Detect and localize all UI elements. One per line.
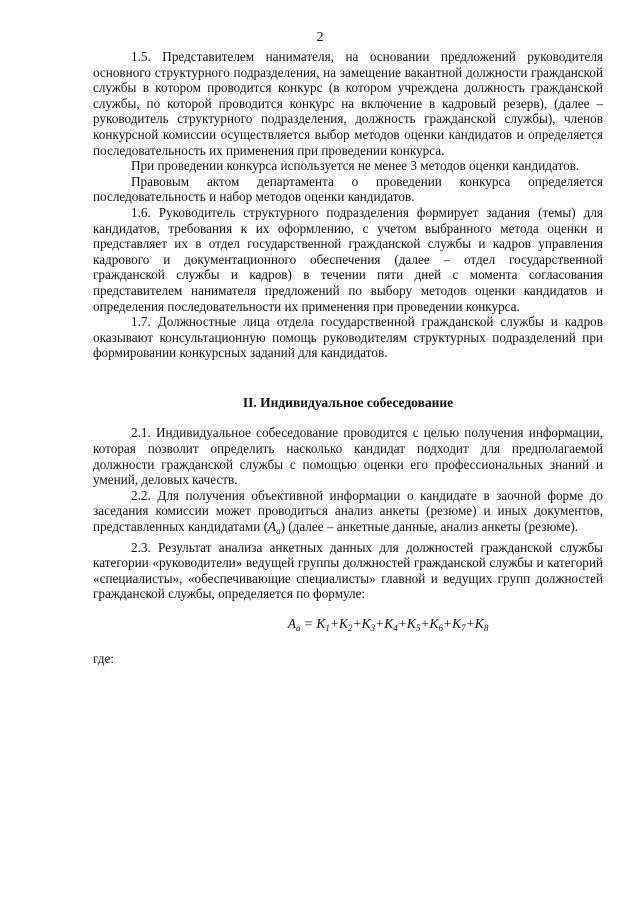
- variable-a: [268, 519, 281, 537]
- section-heading-interview: II. Индивидуальное собеседование: [242, 394, 454, 410]
- paragraph-1-5: 1.5. Представителем нанимателя, на основании предложений руководителя основного структурного подразделения, на замещение вакантной должности гражданской службы в котором проводится конкурс (в котором учреждена должность гражданской службы, по которой проводится конкурс на включение в кадровый резерв), (далее – руководитель структурного подразделения, должность гражданской службы), членов конкурсной комиссии осуществляется выбор методов оценки кандидатов и определяется последовательность их применения при проведении конкурса.: [93, 49, 603, 158]
- formula-term-subscript: 5: [415, 623, 421, 633]
- paragraph-2-2-end: ) (далее – анкетные данные, анализ анкеты (резюме).: [280, 519, 579, 535]
- formula-plus: +: [352, 616, 362, 631]
- formula-plus: +: [465, 616, 475, 631]
- formula-expression: [288, 616, 489, 637]
- formula-plus: +: [375, 616, 385, 631]
- formula-term-subscript: 1: [325, 623, 330, 633]
- formula-term-subscript: 6: [438, 623, 444, 633]
- formula-plus: +: [329, 616, 339, 631]
- page-number: 2: [316, 30, 324, 45]
- formula-term-k: K: [452, 616, 462, 631]
- paragraph-2-2-start: 2.2. Для получения объективной информации о кандидате в заочной форме до заседания комиссии может проводиться анализ анкеты (резюме) и иных документов, представленных кандидатами (: [93, 487, 603, 535]
- document-body: [93, 49, 603, 666]
- formula: [93, 616, 603, 637]
- paragraph-2-3: 2.3. Результат анализа анкетных данных для должностей гражданской службы категории «руководители» ведущей группы должностей гражданской службы и категорий «специалисты», «обеспечивающие специалисты» главной и ведущих групп должностей гражданской службы, определяется по формуле:: [93, 539, 603, 602]
- paragraph-1-6: 1.6. Руководитель структурного подразделения формирует задания (темы) для кандидатов, требования к их оформлению, с учетом выбранного метода оценки и представляет их в отдел государственной гражданской службы и кадров управления кадрового и документационного обеспечения (далее – отдел государственной гражданской службы и кадров) в течении пяти дней с момента согласования представителем нанимателя предложений по выбору методов оценки кандидатов и определения последовательности их применения при проведении конкурса.: [93, 204, 603, 314]
- formula-term-subscript: 3: [370, 623, 376, 633]
- formula-term-k: K: [361, 616, 371, 631]
- formula-term-subscript: 4: [393, 623, 398, 633]
- formula-plus: +: [420, 616, 430, 631]
- formula-lhs-subscript: a: [295, 623, 301, 633]
- formula-term-k: K: [338, 616, 348, 631]
- formula-plus: +: [443, 616, 453, 631]
- formula-lhs: A: [287, 616, 296, 631]
- variable-a-subscript: a: [276, 526, 281, 537]
- formula-term-k: K: [316, 616, 326, 631]
- formula-term-subscript: 7: [461, 623, 466, 633]
- formula-term-k: K: [384, 616, 394, 631]
- formula-equals: =: [300, 616, 317, 631]
- formula-term-subscript: 2: [347, 623, 353, 633]
- formula-term-k: K: [406, 616, 416, 631]
- where-label: где:: [93, 650, 114, 666]
- paragraph-1-7: 1.7. Должностные лица отдела государственной гражданской службы и кадров оказывают консультационную помощь руководителям структурных подразделений при формировании конкурсных заданий для кандидатов.: [93, 314, 603, 361]
- formula-term-subscript: 8: [483, 623, 489, 633]
- variable-a-letter: A: [268, 519, 277, 535]
- formula-term-k: K: [474, 616, 484, 631]
- paragraph-methods-count: При проведении конкурса используется не менее 3 методов оценки кандидатов.: [131, 158, 580, 174]
- paragraph-2-2: [93, 488, 603, 540]
- paragraph-legal-act: Правовым актом департамента о проведении конкурса определяется последовательность и набор методов оценки кандидатов.: [93, 173, 603, 205]
- formula-term-k: K: [429, 616, 439, 631]
- formula-plus: +: [397, 616, 407, 631]
- paragraph-2-1: 2.1. Индивидуальное собеседование проводится с целью получения информации, которая позволит определить насколько кандидат подходит для предполагаемой должности гражданской службы с помощью оценки его профессиональных знаний и умений, деловых качеств.: [93, 425, 603, 488]
